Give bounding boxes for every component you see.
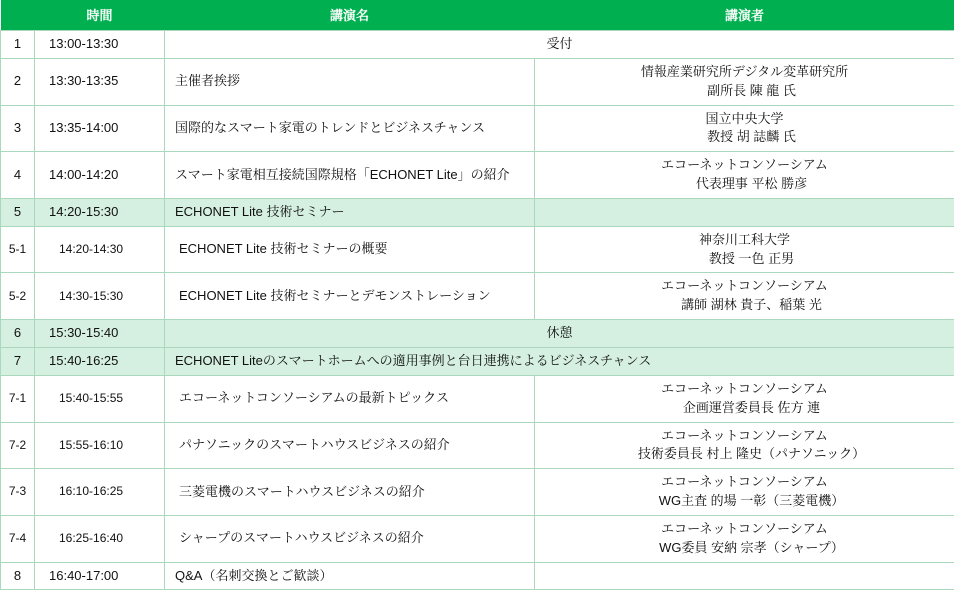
- speaker-line: エコーネットコンソーシアム: [541, 427, 948, 446]
- cell-time: 13:35-14:00: [35, 105, 165, 152]
- cell-note: 受付: [165, 31, 954, 59]
- cell-number: 6: [1, 320, 35, 348]
- cell-time: 14:20-14:30: [35, 226, 165, 273]
- cell-number: 7-3: [1, 469, 35, 516]
- cell-speaker: [535, 105, 954, 152]
- cell-speaker: [535, 375, 954, 422]
- table-row: [1, 320, 954, 348]
- cell-time: 13:00-13:30: [35, 31, 165, 59]
- cell-time: 14:30-15:30: [35, 273, 165, 320]
- speaker-line: 教授 一色 正男: [541, 250, 948, 269]
- cell-time: 13:30-13:35: [35, 58, 165, 105]
- table-row: [1, 515, 954, 562]
- speaker-line: WG委員 安納 宗孝（シャープ）: [541, 539, 948, 558]
- cell-number: 5-2: [1, 273, 35, 320]
- cell-time: 15:40-16:25: [35, 347, 165, 375]
- speaker-line: 代表理事 平松 勝彦: [541, 175, 948, 194]
- table-row: [1, 422, 954, 469]
- speaker-line: エコーネットコンソーシアム: [541, 380, 948, 399]
- cell-number: 1: [1, 31, 35, 59]
- table-header: [1, 0, 954, 31]
- speaker-line: 副所長 陳 龍 氏: [541, 82, 948, 101]
- speaker-line: 講師 湖林 貴子、稲葉 光: [541, 296, 948, 315]
- cell-speaker: [535, 152, 954, 199]
- table-row: [1, 105, 954, 152]
- cell-time: 15:55-16:10: [35, 422, 165, 469]
- table-row: [1, 375, 954, 422]
- cell-title: ECHONET Lite 技術セミナーとデモンストレーション: [165, 273, 535, 320]
- cell-speaker: [535, 422, 954, 469]
- table-row: [1, 58, 954, 105]
- cell-time: 16:10-16:25: [35, 469, 165, 516]
- table-row: [1, 562, 954, 590]
- header-cell-no: [1, 0, 35, 31]
- cell-number: 7-2: [1, 422, 35, 469]
- speaker-line: WG主査 的場 一彰（三菱電機）: [541, 492, 948, 511]
- cell-title: パナソニックのスマートハウスビジネスの紹介: [165, 422, 535, 469]
- cell-title: 主催者挨拶: [165, 58, 535, 105]
- cell-speaker: [535, 198, 954, 226]
- header-cell-title: 講演名: [165, 0, 535, 31]
- cell-number: 7-1: [1, 375, 35, 422]
- speaker-line: 神奈川工科大学: [541, 231, 948, 250]
- cell-speaker: [535, 562, 954, 590]
- cell-number: 5-1: [1, 226, 35, 273]
- cell-number: 2: [1, 58, 35, 105]
- speaker-line: エコーネットコンソーシアム: [541, 473, 948, 492]
- cell-note: 休憩: [165, 320, 954, 348]
- table-row: [1, 273, 954, 320]
- cell-number: 5: [1, 198, 35, 226]
- cell-speaker: [535, 515, 954, 562]
- speaker-line: 企画運営委員長 佐方 連: [541, 399, 948, 418]
- table-row: [1, 198, 954, 226]
- cell-time: 15:30-15:40: [35, 320, 165, 348]
- speaker-line: エコーネットコンソーシアム: [541, 520, 948, 539]
- table-row: [1, 347, 954, 375]
- cell-time: 14:00-14:20: [35, 152, 165, 199]
- cell-title: ECHONET Liteのスマートホームへの適用事例と台日連携によるビジネスチャンス: [165, 347, 954, 375]
- cell-number: 8: [1, 562, 35, 590]
- cell-number: 4: [1, 152, 35, 199]
- cell-speaker: [535, 469, 954, 516]
- speaker-line: エコーネットコンソーシアム: [541, 277, 948, 296]
- cell-title: ECHONET Lite 技術セミナーの概要: [165, 226, 535, 273]
- header-cell-time: 時間: [35, 0, 165, 31]
- table-row: [1, 469, 954, 516]
- speaker-line: 教授 胡 誌麟 氏: [541, 128, 948, 147]
- cell-title: シャープのスマートハウスビジネスの紹介: [165, 515, 535, 562]
- cell-speaker: [535, 273, 954, 320]
- cell-time: 16:40-17:00: [35, 562, 165, 590]
- table-body: [1, 31, 954, 590]
- table-row: [1, 152, 954, 199]
- cell-speaker: [535, 58, 954, 105]
- cell-speaker: [535, 226, 954, 273]
- header-cell-speaker: 講演者: [535, 0, 954, 31]
- cell-title: スマート家電相互接続国際規格「ECHONET Lite」の紹介: [165, 152, 535, 199]
- cell-time: 15:40-15:55: [35, 375, 165, 422]
- table-row: [1, 31, 954, 59]
- speaker-line: エコーネットコンソーシアム: [541, 156, 948, 175]
- header-row: [1, 0, 954, 31]
- cell-number: 3: [1, 105, 35, 152]
- cell-title: エコーネットコンソーシアムの最新トピックス: [165, 375, 535, 422]
- cell-time: 16:25-16:40: [35, 515, 165, 562]
- cell-title: Q&A（名刺交換とご歓談）: [165, 562, 535, 590]
- table-row: [1, 226, 954, 273]
- cell-title: 三菱電機のスマートハウスビジネスの紹介: [165, 469, 535, 516]
- cell-title: 国際的なスマート家電のトレンドとビジネスチャンス: [165, 105, 535, 152]
- cell-number: 7-4: [1, 515, 35, 562]
- cell-title: ECHONET Lite 技術セミナー: [165, 198, 535, 226]
- speaker-line: 情報産業研究所デジタル変革研究所: [541, 63, 948, 82]
- speaker-line: 国立中央大学: [541, 110, 948, 129]
- speaker-line: 技術委員長 村上 隆史（パナソニック）: [541, 445, 948, 464]
- cell-number: 7: [1, 347, 35, 375]
- cell-time: 14:20-15:30: [35, 198, 165, 226]
